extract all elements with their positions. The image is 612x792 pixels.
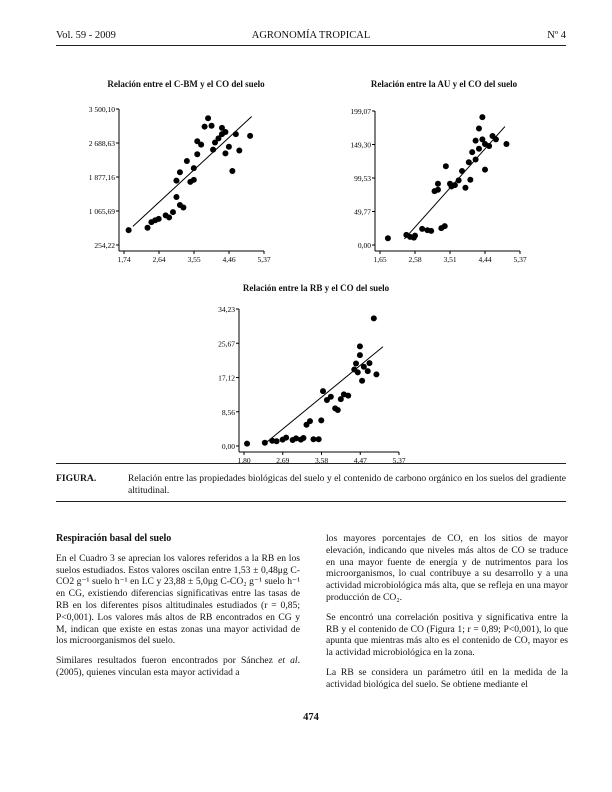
x-tick-label: 2,58 — [408, 255, 422, 264]
data-point — [307, 418, 313, 424]
data-point — [262, 440, 268, 446]
y-tick-label: 0,00 — [221, 442, 235, 451]
data-point — [335, 407, 341, 413]
y-tick-label: 25,67 — [218, 339, 235, 349]
x-tick-label: 2,69 — [276, 456, 290, 465]
x-tick-label: 5,37 — [392, 456, 406, 465]
y-tick-label: 0,00 — [357, 241, 371, 250]
left-paragraph-2-start: Similares resultados fueron encontrados por Sánchez — [56, 655, 279, 667]
right-column — [326, 533, 568, 699]
data-point — [320, 388, 326, 394]
y-tick-label: 2 688,63 — [88, 139, 115, 148]
y-tick-label: 49,77 — [354, 207, 371, 217]
x-tick-label: 3,55 — [187, 255, 201, 264]
x-tick-label: 5,37 — [257, 255, 271, 264]
left-paragraph-1: En el Cuadro 3 se aprecian los valores referidos a la RB en los suelos estudiados. Estos valores oscilan entre 1,53 ± 0,48μg C-CO2 g⁻¹ suelo h⁻¹ en LC y 23,88 ± 5,0μg C-CO₂ g⁻¹ suelo h⁻¹ en CG, existiendo diferencias significativas entre las tasas de RB en los diferentes pisos altitudinales estudiados (r = 0,85; P<0,001). Los valores más altos de RB encontrados en CG y M, indican que existe en estas zonas una mayor actividad de los microorganismos del suelo. — [56, 552, 300, 647]
left-paragraph-2-italic: et al — [278, 655, 298, 667]
chart-title-au: Relación entre la AU y el CO del suelo — [370, 79, 518, 89]
data-point — [355, 369, 361, 375]
data-point — [316, 436, 322, 442]
figure-label: FIGURA. — [56, 473, 97, 484]
right-paragraph-1: los mayores porcentajes de CO, en los sitios de mayor elevación, indicando que niveles más altos de CO se traduce en una mayor fuente de energía y de nutrimentos para los microorganismos, lo cual contribuye a su desarrollo y a una actividad microbiológica más alta, que se refleja en una mayor producción de CO₂. — [326, 533, 568, 603]
left-column — [56, 533, 300, 687]
x-tick-label: 3,51 — [443, 255, 457, 264]
x-tick-label: 4,46 — [222, 255, 236, 264]
y-tick-label: 199,07 — [350, 107, 371, 116]
y-tick-label: 1 877,16 — [88, 173, 115, 182]
y-tick-label: 149,30 — [350, 140, 371, 150]
right-paragraph-2: Se encontró una correlación positiva y significativa entre la RB y el contenido de CO (Figura 1; r = 0,89; P<0,001), lo que apunta que mientras más alto es el contenido de CO, mayor es la actividad microbiológica en la zona. — [326, 611, 568, 659]
data-point — [244, 441, 250, 447]
data-point — [359, 378, 365, 384]
data-point — [318, 417, 324, 423]
data-point — [345, 393, 351, 399]
x-tick-label: 5,37 — [513, 255, 527, 264]
left-paragraph-2 — [56, 655, 300, 679]
y-tick-label: 1 065,69 — [88, 207, 115, 216]
data-point — [310, 436, 316, 442]
left-paragraph-2-end: . (2005), quienes vinculan esta mayor actividad a — [56, 655, 301, 678]
data-point — [373, 371, 379, 377]
data-point — [371, 315, 377, 321]
y-tick-label: 254,22 — [94, 241, 115, 250]
header-journal: AGRONOMÍA TROPICAL — [251, 30, 371, 41]
x-tick-label: 1,74 — [117, 255, 131, 264]
data-point — [366, 360, 372, 366]
figure-rule-bottom — [56, 501, 566, 502]
data-point — [274, 438, 280, 444]
x-tick-label: 2,64 — [152, 255, 166, 264]
section-title-respiracion: Respiración basal del suelo — [56, 533, 172, 544]
header-number: Nº 4 — [547, 30, 566, 41]
data-point — [357, 352, 363, 358]
page-number: 474 — [303, 712, 319, 723]
data-point — [283, 435, 289, 441]
chart-title-cbm: Relación entre el C-BM y el CO del suelo — [107, 79, 265, 89]
data-point — [353, 361, 359, 367]
trend-line — [264, 347, 383, 445]
y-tick-label: 8,56 — [221, 407, 235, 417]
x-tick-label: 1,65 — [373, 255, 387, 264]
figure-caption-text: Relación entre las propiedades biológicas del suelo y el contenido de carbono orgánico en los suelos del gradiente altitudinal. — [128, 473, 566, 496]
x-tick-label: 4,47 — [353, 456, 367, 465]
chart-title-rb: Relación entre la RB y el CO del suelo — [242, 283, 390, 293]
y-tick-label: 99,53 — [354, 174, 371, 183]
x-tick-label: 1,80 — [237, 456, 251, 465]
data-point — [365, 368, 371, 374]
right-paragraph-3: La RB se considera un parámetro útil en la medida de la actividad biológica del suelo. Se obtiene mediante el — [326, 666, 568, 690]
y-tick-label: 17,12 — [218, 373, 235, 383]
x-tick-label: 3,58 — [314, 456, 329, 465]
figure-caption — [56, 473, 566, 497]
y-tick-label: 34,23 — [218, 305, 235, 314]
data-point — [328, 394, 334, 400]
figure-rule-top — [56, 463, 566, 464]
y-tick-label: 3 500,10 — [88, 105, 115, 114]
header-volume: Vol. 59 - 2009 — [56, 30, 116, 41]
data-point — [357, 343, 363, 349]
data-point — [300, 435, 306, 441]
x-tick-label: 4,44 — [478, 255, 492, 264]
